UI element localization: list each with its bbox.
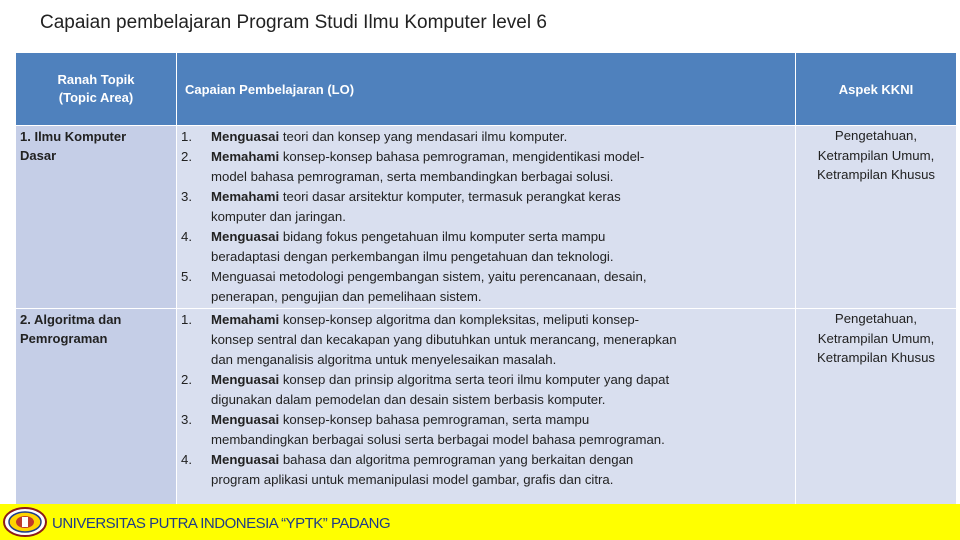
- list-item-number: 1.: [181, 129, 192, 144]
- list-item-description: teori dasar arsitektur komputer, termasuk perangkat keras komputer dan jaringan.: [211, 189, 621, 224]
- footer-bar: [0, 504, 960, 540]
- learning-outcome-cell: [177, 309, 796, 509]
- list-item-verb: Menguasai: [211, 452, 280, 467]
- university-logo-icon: [3, 507, 47, 537]
- list-item-verb: Menguasai: [211, 412, 280, 427]
- list-item: [181, 410, 795, 450]
- list-item-number: 3.: [181, 189, 192, 204]
- list-item-number: 2.: [181, 372, 192, 387]
- list-item-text: [211, 227, 795, 267]
- list-item-text: [211, 450, 795, 490]
- list-item-text: [211, 370, 795, 410]
- header-topic-label: Ranah Topik (Topic Area): [57, 72, 135, 105]
- list-item-verb: Memahami: [211, 149, 280, 164]
- list-item-verb: Memahami: [211, 312, 280, 327]
- slide-title: Capaian pembelajaran Program Studi Ilmu Komputer level 6: [40, 12, 547, 33]
- list-item-description: bahasa dan algoritma pemrograman yang berkaitan dengan program aplikasi untuk memanipulasi model gambar, grafis dan citra.: [211, 452, 634, 487]
- list-item-verb: Menguasai: [211, 229, 280, 244]
- table-header-row: [16, 53, 957, 126]
- list-item: [181, 147, 795, 187]
- kkni-aspect-cell: [796, 126, 957, 309]
- list-item-text: [211, 187, 795, 227]
- header-topic-area: [16, 53, 177, 126]
- header-kkni-aspect: Aspek KKNI: [796, 53, 957, 126]
- list-item-text: [211, 267, 795, 307]
- list-item-number: 2.: [181, 149, 192, 164]
- header-learning-outcome: Capaian Pembelajaran (LO): [177, 53, 796, 126]
- list-item: [181, 450, 795, 490]
- list-item-verb: Memahami: [211, 189, 280, 204]
- list-item: [181, 267, 795, 307]
- kkni-aspect-cell: [796, 309, 957, 509]
- table-row: [16, 126, 957, 309]
- topic-area-cell: [16, 126, 177, 309]
- table-row: [16, 309, 957, 509]
- learning-outcomes-table: [15, 52, 956, 502]
- list-item-description: bidang fokus pengetahuan ilmu komputer serta mampu beradaptasi dengan perkembangan ilmu pengetahuan dan teknologi.: [211, 229, 614, 264]
- list-item-description: teori dan konsep yang mendasari ilmu komputer.: [279, 129, 568, 144]
- list-item: [181, 370, 795, 410]
- list-item-number: 4.: [181, 229, 192, 244]
- list-item: [181, 127, 795, 147]
- learning-outcome-list: [181, 127, 795, 307]
- list-item: [181, 187, 795, 227]
- list-item-verb: Menguasai: [211, 129, 280, 144]
- list-item-description: konsep-konsep bahasa pemrograman, mengidentikasi model- model bahasa pemrograman, serta membandingkan berbagai solusi.: [211, 149, 645, 184]
- list-item-text: [211, 147, 795, 187]
- list-item-number: 1.: [181, 312, 192, 327]
- list-item: [181, 310, 795, 370]
- list-item-description: Menguasai metodologi pengembangan sistem, yaitu perencanaan, desain, penerapan, pengujian dan pemelihaan sistem.: [211, 269, 647, 304]
- kkni-aspect-text: Pengetahuan, Ketrampilan Umum, Ketrampilan Khusus: [816, 128, 936, 182]
- footer-university-name: UNIVERSITAS PUTRA INDONESIA “YPTK” PADANG: [52, 515, 391, 532]
- learning-outcome-list: [181, 310, 795, 490]
- list-item-text: [211, 410, 795, 450]
- list-item-number: 3.: [181, 412, 192, 427]
- list-item-number: 4.: [181, 452, 192, 467]
- topic-area-cell: [16, 309, 177, 509]
- list-item-verb: Menguasai: [211, 372, 280, 387]
- list-item-number: 5.: [181, 269, 192, 284]
- list-item-description: konsep-konsep algoritma dan kompleksitas, meliputi konsep- konsep sentral dan kecakapan yang dibutuhkan untuk merancang, menerapkan dan menganalisis algoritma untuk menyelesaikan masalah.: [211, 312, 677, 367]
- list-item-text: [211, 310, 795, 370]
- list-item-description: konsep-konsep bahasa pemrograman, serta mampu membandingkan berbagai solusi serta berbagai model bahasa pemrograman.: [211, 412, 665, 447]
- list-item-description: konsep dan prinsip algoritma serta teori ilmu komputer yang dapat digunakan dalam pemodelan dan desain sistem berbasis komputer.: [211, 372, 670, 407]
- learning-outcome-cell: [177, 126, 796, 309]
- list-item: [181, 227, 795, 267]
- kkni-aspect-text: Pengetahuan, Ketrampilan Umum, Ketrampilan Khusus: [816, 311, 936, 365]
- topic-area-label: 2. Algoritma dan Pemrograman: [20, 312, 122, 346]
- list-item-text: [211, 127, 795, 147]
- topic-area-label: 1. Ilmu Komputer Dasar: [20, 129, 127, 163]
